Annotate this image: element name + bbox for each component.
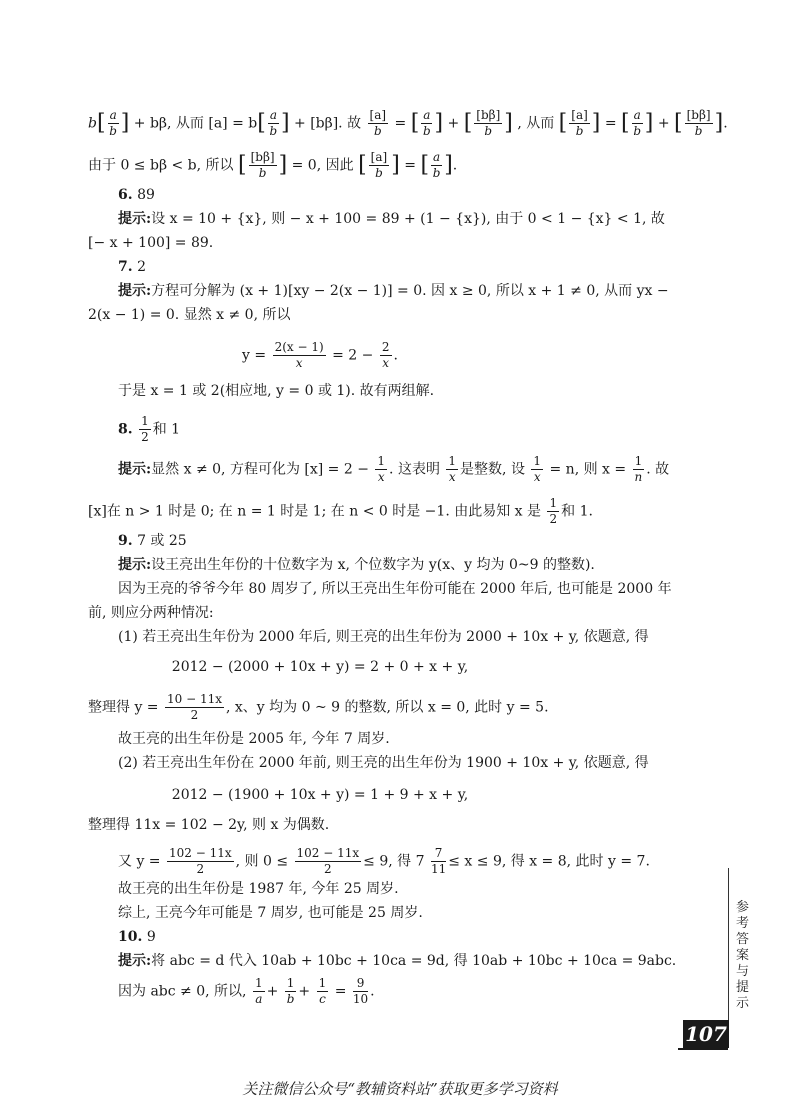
q10-conclusion: 因为 abc ≠ 0, 所以, $\frac{1}{a}$ + $\frac{1}{b}$ + $\frac{1}{c}$ = $\frac{9}{10}$ . (118, 976, 375, 1006)
fraction: $\frac{2(x - 1)}{x}$ (274, 340, 324, 370)
fraction: $\frac{[a]}{b}$ (369, 108, 387, 138)
fraction: $\frac{7}{11}$ (430, 846, 447, 876)
fraction: $\frac{1}{x}$ (377, 454, 386, 484)
q9-case-1-end: 故王亮的出生年份是 2005 年, 今年 7 周岁. (118, 731, 390, 747)
hint-8: 提示:显然 x ≠ 0, 方程可化为 [x] = 2 − $\frac{1}{x}$ . 这表明 $\frac{1}{x}$ 是整数, 设 $\frac{1}{x}$ = n, 则 x = $\frac{1}{n}$ . 故 (118, 454, 670, 484)
fraction: $\frac{1}{x}$ (448, 454, 457, 484)
question-8: 8. $\frac{1}{2}$ 和 1 (118, 414, 181, 444)
hint-10: 提示:将 abc = d 代入 10ab + 10bc + 10ca = 9d, 得 10ab + 10bc + 10ca = 9abc. (118, 953, 677, 969)
q9-case-2: (2) 若王亮出生年份在 2000 年前, 则王亮的出生年份为 1900 + 10x + y, 依题意, 得 (118, 755, 649, 771)
question-10: 10. 9 (118, 929, 156, 945)
fraction: $\frac{1}{a}$ (254, 976, 263, 1006)
fraction: $\frac{[b\beta]}{b}$ (250, 150, 275, 180)
q9-para-1: 因为王亮的爷爷今年 80 周岁了, 所以王亮出生年份可能在 2000 年后, 也可能是 2000 年 (118, 581, 672, 597)
fraction: $\frac{1}{x}$ (533, 454, 542, 484)
line-1: b[ $\frac{a}{b}$ ] + bβ, 从而 [a] = b[ $\frac{a}{b}$ ] + [bβ]. 故 $\frac{[a]}{b}$ = [ $\frac{a}{b}$ ] + [ $\frac{[b\beta]}{b}$ ] , 从而 [ $\frac{[a]}{b}$ ] = [ $\frac{a}{b}$ ] + [ $\frac{[b\beta]}{b}$ ]. (88, 108, 728, 138)
hint-8-cont: [x]在 n > 1 时是 0; 在 n = 1 时是 1; 在 n < 0 时是 −1. 由此易知 x 是 $\frac{1}{2}$ 和 1. (88, 496, 593, 526)
footer-watermark: 关注微信公众号“教辅资料站”获取更多学习资料 (242, 1080, 558, 1098)
equation-7: y = $\frac{2(x - 1)}{x}$ = 2 − $\frac{2}{x}$ . (242, 340, 398, 370)
fraction: $\frac{a}{b}$ (432, 150, 441, 180)
fraction: $\frac{1}{b}$ (286, 976, 295, 1006)
question-6: 6. 89 (118, 187, 155, 203)
fraction: $\frac{a}{b}$ (269, 108, 278, 138)
fraction: $\frac{[a]}{b}$ (571, 108, 588, 138)
q9-case-2-end: 故王亮的出生年份是 1987 年, 今年 25 周岁. (118, 881, 399, 897)
divider (678, 1048, 728, 1050)
fraction: $\frac{102 - 11x}{2}$ (296, 846, 360, 876)
sidebar-label: 参考答案与提示 (736, 900, 750, 1011)
hint-9: 提示:设王亮出生年份的十位数字为 x, 个位数字为 y(x、y 均为 0~9 的整数). (118, 557, 595, 573)
fraction: $\frac{9}{10}$ (352, 976, 369, 1006)
fraction: $\frac{1}{2}$ (141, 414, 149, 444)
question-7: 7. 2 (118, 259, 146, 275)
hint-7: 提示:方程可分解为 (x + 1)[xy − 2(x − 1)] = 0. 因 x ≥ 0, 所以 x + 1 ≠ 0, 从而 yx − (118, 283, 669, 299)
fraction: $\frac{1}{2}$ (549, 496, 558, 526)
q9-result-1: 整理得 y = $\frac{10 - 11x}{2}$ , x、y 均为 0 ~ 9 的整数, 所以 x = 0, 此时 y = 5. (88, 692, 549, 722)
fraction: $\frac{1}{c}$ (318, 976, 327, 1006)
q9-case-1: (1) 若王亮出生年份为 2000 年后, 则王亮的出生年份为 2000 + 10x + y, 依题意, 得 (118, 629, 649, 645)
fraction: $\frac{a}{b}$ (423, 108, 431, 138)
hint-7-cont: 2(x − 1) = 0. 显然 x ≠ 0, 所以 (88, 307, 291, 323)
fraction: $\frac{[a]}{b}$ (370, 150, 388, 180)
question-9: 9. 7 或 25 (118, 533, 187, 549)
fraction: $\frac{1}{n}$ (634, 454, 643, 484)
line-2: 由于 0 ≤ bβ < b, 所以 [ $\frac{[b\beta]}{b}$ ] = 0, 因此 [ $\frac{[a]}{b}$ ] = [ $\frac{a}{b}$ ]. (88, 150, 458, 180)
chapter-sidebar (728, 868, 773, 1028)
fraction: $\frac{[b\beta]}{b}$ (686, 108, 711, 138)
q9-summary: 综上, 王亮今年可能是 7 周岁, 也可能是 25 周岁. (118, 905, 423, 921)
fraction: $\frac{a}{b}$ (109, 108, 117, 138)
fraction: $\frac{a}{b}$ (633, 108, 642, 138)
page-number: 107 (683, 1020, 729, 1048)
q9-para-1-cont: 前, 则应分两种情况: (88, 605, 214, 621)
hint-6-cont: [− x + 100] = 89. (88, 235, 214, 251)
fraction: $\frac{10 - 11x}{2}$ (167, 692, 222, 722)
q9-equation-1: 2012 − (2000 + 10x + y) = 2 + 0 + x + y, (171, 659, 469, 675)
q9-equation-2: 2012 − (1900 + 10x + y) = 1 + 9 + x + y, (171, 787, 469, 803)
q7-conclusion: 于是 x = 1 或 2(相应地, y = 0 或 1). 故有两组解. (118, 383, 435, 399)
q9-result-3: 又 y = $\frac{102 - 11x}{2}$ , 则 0 ≤ $\frac{102 - 11x}{2}$ ≤ 9, 得 7 $\frac{7}{11}$ ≤ x ≤ 9, 得 x = 8, 此时 y = 7. (118, 846, 650, 876)
q9-result-2: 整理得 11x = 102 − 2y, 则 x 为偶数. (88, 817, 330, 833)
fraction: $\frac{102 - 11x}{2}$ (169, 846, 232, 876)
fraction: $\frac{[b\beta]}{b}$ (476, 108, 501, 138)
hint-6: 提示:设 x = 10 + {x}, 则 − x + 100 = 89 + (1 − {x}), 由于 0 < 1 − {x} < 1, 故 (118, 211, 665, 227)
fraction: $\frac{2}{x}$ (381, 340, 390, 370)
